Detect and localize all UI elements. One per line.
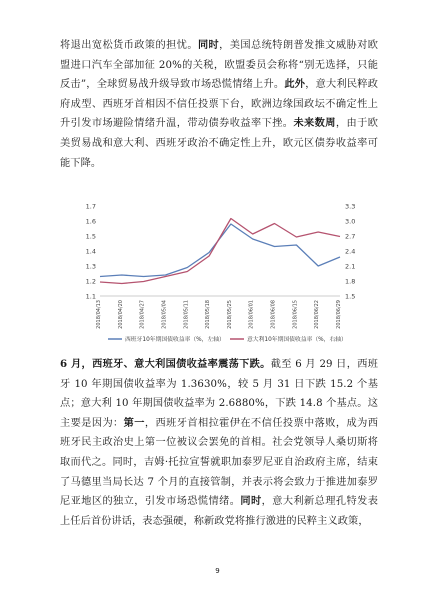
page-number: 9 [215,567,220,575]
left-axis-tick-label: 1.5 [85,232,96,241]
bold-keyword: 未来数周 [293,117,336,130]
left-axis-tick-label: 1.2 [85,277,96,286]
right-axis-tick-label: 2.4 [345,247,356,256]
x-axis-tick-label: 2018/06/01 [248,300,255,329]
bold-keyword: 同时 [240,495,262,508]
x-axis-tick-label: 2018/06/08 [270,300,277,329]
right-axis-tick-label: 1.5 [345,292,356,301]
bond-yield-line-chart [78,200,368,348]
right-axis-tick-label: 3.0 [345,217,356,226]
x-axis-tick-label: 2018/05/04 [161,300,168,329]
right-axis-tick-label: 2.7 [345,232,356,241]
bold-keyword: 第一 [123,416,145,429]
x-axis-tick-label: 2018/06/15 [292,300,299,329]
paragraph-text: ，由于欧美贸易战和意大利、西班牙政治不确定性上升，欧元区债券收益率可能下降。 [60,118,379,169]
bold-keyword: 此外 [284,78,306,91]
paragraph-text: ，西班牙首相拉霍伊在不信任投票中落败，成为西班牙民主政治史上第一位被议会罢免的首相。社会党领导人桑切斯将取而代之。同时，吉姆·托拉宣誓就职加泰罗尼亚自治政府主席，结束了马德里当局长达 7 个月的直接管制，并表示将会致力于推进加泰罗尼亚地区的独立，引发市场恐慌情绪。 [60,417,379,508]
x-axis-tick-label: 2018/05/11 [183,300,190,329]
paragraph-text: ，意大利新总理孔特发表上任后首份讲话，表态强硬，称新政党将推行激进的民粹主义政策， [60,496,378,527]
left-axis-tick-label: 1.7 [85,202,96,211]
bold-heading: 6 月，西班牙、意大利国债收益率震荡下跌。 [60,358,271,370]
right-axis-tick-label: 2.1 [345,262,356,271]
x-axis-tick-label: 2018/04/20 [117,300,124,329]
left-axis-tick-label: 1.6 [85,217,96,226]
left-axis-tick-label: 1.4 [85,247,96,256]
right-axis-tick-label: 1.8 [345,277,356,286]
x-axis-tick-label: 2018/05/25 [226,300,233,329]
paragraph-text: ，美国总统特朗普发推文威胁对欧盟进口汽车全部加征 20%的关税，欧盟委员会称将“别无选择，只能反击”，全球贸易战升级导致市场恐慌情绪上升。 [60,40,379,91]
left-axis-tick-label: 1.3 [85,262,96,271]
x-axis-tick-label: 2018/06/29 [336,300,342,329]
x-axis-tick-label: 2018/05/18 [205,300,212,329]
paragraph-text: 截至 6 月 29 日，西班牙 10 年期国债收益率为 1.3630%，较 5 月 31 日下跌 15.2 个基点；意大利 10 年期国债收益率为 2.6880%，下跌 14.8 个基点。这主要是因为： [60,359,378,429]
x-axis-tick-label: 2018/06/22 [314,300,321,329]
left-axis-tick-label: 1.1 [85,292,96,301]
paragraph-text: ，意大利民粹政府成型、西班牙首相因不信任投票下台，欧洲边缘国政坛不确定性上升引发市场避险情绪升温，带动债券收益率下挫。 [60,79,379,130]
bold-keyword: 同时 [197,39,220,51]
legend-label: 意大利10年期国债收益率（%，右轴） [247,337,347,343]
series-line-2 [100,219,340,284]
x-axis-tick-label: 2018/04/13 [96,300,102,329]
right-axis-tick-label: 3.3 [345,202,356,211]
intro-paragraph [60,36,378,173]
legend-label: 西班牙10年期国债收益率（%，左轴） [125,337,225,343]
paragraph-text: 将退出宽松货币政策的担忧。 [60,40,198,51]
x-axis-tick-label: 2018/04/27 [139,300,146,329]
series-line-1 [100,224,340,277]
june-paragraph [60,355,378,531]
